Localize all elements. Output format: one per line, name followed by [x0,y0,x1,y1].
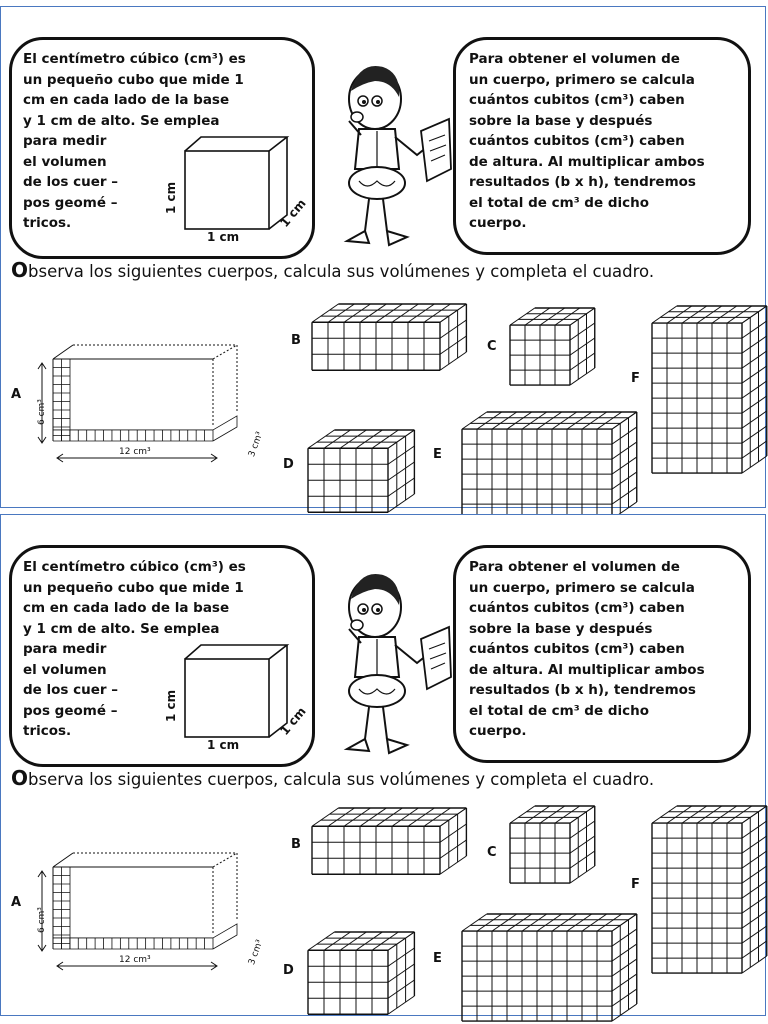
instruction-initial: O [11,766,29,790]
definition-line: y 1 cm de alto. Se emplea [23,620,220,637]
figure-b-label: B [291,333,301,348]
explanation-line: Para obtener el volumen de [469,559,680,575]
definition-line: El centímetro cúbico (cm³) es [23,559,246,575]
figure-b-label: B [291,837,301,852]
figure-a-length-label: 12 cm³ [119,447,151,457]
worksheet-panel-top [0,6,766,508]
cube-depth-label: 1 cm [277,196,309,230]
figure-c-cube-block [509,307,589,383]
definition-line: pos geomé – [23,702,118,719]
definition-text-continued [23,639,118,742]
figure-a-depth-label: 3 cm³ [247,938,266,967]
figure-e-cube-block [461,913,625,1013]
instruction-text [11,767,756,791]
instruction-text [11,259,756,283]
definition-line: cm en cada lado de la base [23,92,230,108]
figure-a-height-label: 6 cm³ [37,907,47,933]
instruction-initial: O [11,258,29,282]
definition-text [23,557,246,639]
explanation-text [469,49,705,234]
explanation-line: cuerpo. [469,723,527,739]
figure-d-label: D [283,963,294,978]
cube-width-label: 1 cm [207,230,240,244]
cube-height-label: 1 cm [164,689,178,722]
definition-line: de los cuer – [23,682,119,698]
definition-line: cm en cada lado de la base [23,600,230,616]
figure-a-open-box [53,343,253,453]
figure-a-height-label: 6 cm³ [37,399,47,425]
figure-d-label: D [283,457,294,472]
explanation-line: cuántos cubitos (cm³) caben [469,92,685,108]
explanation-line: sobre la base y después [469,112,653,129]
explanation-line: de altura. Al multiplicar ambos [469,661,705,678]
figure-e-cube-block [461,411,625,509]
explanation-line: resultados (b x h), tendremos [469,682,696,698]
definition-text [23,49,246,131]
figure-e-label: E [433,447,442,462]
boy-character-illustration [323,51,463,251]
unit-cube-illustration [181,135,291,235]
figure-f-label: F [631,371,640,386]
explanation-line: cuántos cubitos (cm³) caben [469,133,685,149]
explanation-line: Para obtener el volumen de [469,51,680,67]
figure-f-cube-block [651,305,763,471]
figure-f-label: F [631,877,640,892]
figure-a-label: A [11,387,22,402]
definition-line: un pequeño cubo que mide 1 [23,579,244,596]
cube-width-label: 1 cm [207,738,240,752]
explanation-line: el total de cm³ de dicho [469,702,650,719]
figure-a-label: A [11,895,22,910]
unit-cube-illustration [181,643,291,743]
figure-a-length-label: 12 cm³ [119,955,151,965]
definition-text-continued [23,131,118,234]
worksheet-panel-bottom [0,514,766,1016]
figure-b-cube-block [311,303,451,367]
explanation-line: cuerpo. [469,215,527,231]
figure-f-cube-block [651,805,763,971]
definition-line: tricos. [23,215,72,231]
definition-line: de los cuer – [23,174,119,190]
cube-depth-label: 1 cm [277,704,309,738]
figure-c-cube-block [509,805,589,881]
figure-a-open-box [53,851,253,961]
boy-character-illustration [323,559,463,759]
explanation-line: cuántos cubitos (cm³) caben [469,600,685,616]
definition-line: un pequeño cubo que mide 1 [23,71,244,88]
explanation-line: sobre la base y después [469,620,653,637]
explanation-line: un cuerpo, primero se calcula [469,579,695,596]
explanation-text [469,557,705,742]
figure-c-label: C [487,845,497,860]
figure-c-label: C [487,339,497,354]
cube-height-label: 1 cm [164,181,178,214]
figure-b-cube-block [311,807,451,871]
figure-d-cube-block [307,429,411,511]
definition-line: el volumen [23,153,107,170]
definition-line: y 1 cm de alto. Se emplea [23,112,220,129]
instruction-body: bserva los siguientes cuerpos, calcula sus volúmenes y completa el cuadro. [28,770,655,789]
definition-line: El centímetro cúbico (cm³) es [23,51,246,67]
definition-line: para medir [23,641,107,657]
definition-line: para medir [23,133,107,149]
definition-line: pos geomé – [23,194,118,211]
explanation-line: el total de cm³ de dicho [469,194,650,211]
instruction-body: bserva los siguientes cuerpos, calcula sus volúmenes y completa el cuadro. [28,262,655,281]
explanation-line: de altura. Al multiplicar ambos [469,153,705,170]
definition-line: tricos. [23,723,72,739]
figure-d-cube-block [307,931,411,1013]
explanation-line: resultados (b x h), tendremos [469,174,696,190]
figure-e-label: E [433,951,442,966]
definition-line: el volumen [23,661,107,678]
explanation-line: cuántos cubitos (cm³) caben [469,641,685,657]
figure-a-depth-label: 3 cm³ [247,430,266,459]
explanation-line: un cuerpo, primero se calcula [469,71,695,88]
